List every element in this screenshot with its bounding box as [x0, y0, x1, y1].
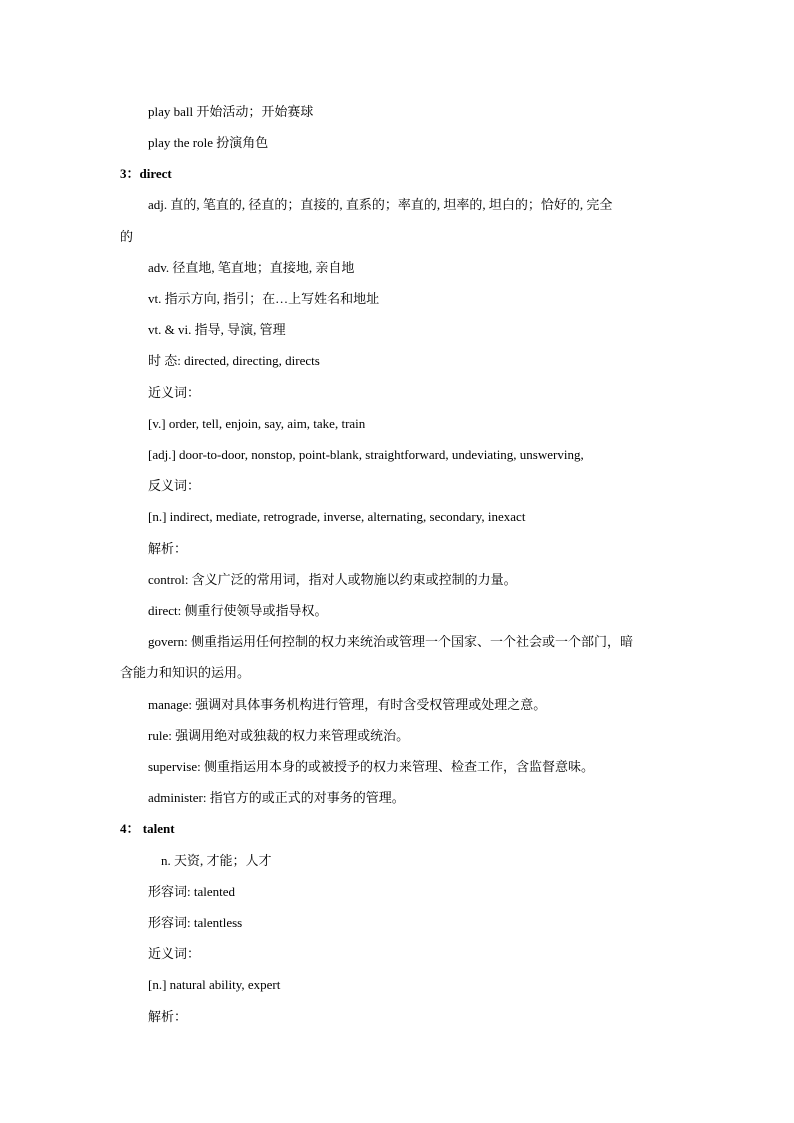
phrase-play-the-role: play the role 扮演角色 — [148, 135, 269, 150]
analysis-direct: direct: 侧重行使领导或指导权。 — [148, 603, 328, 618]
antonyms-noun: [n.] indirect, mediate, retrograde, inverse, alternating, secondary, inexact — [148, 509, 526, 524]
antonyms-heading: 反义词： — [148, 478, 201, 493]
definition-adj-continued: 的 — [120, 229, 134, 244]
analysis-manage: manage: 强调对具体事务机构进行管理，有时含受权管理或处理之意。 — [148, 697, 547, 712]
synonyms-adj: [adj.] door-to-door, nonstop, point-blank, straightforward, undeviating, unswerving, — [148, 447, 584, 462]
analysis-control: control: 含义广泛的常用词，指对人或物施以约束或控制的力量。 — [148, 572, 517, 587]
analysis-govern: govern: 侧重指运用任何控制的权力来统治或管理一个国家、一个社会或一个部门，暗 — [148, 634, 633, 649]
adjective-talented: 形容词: talented — [148, 884, 236, 899]
synonyms-noun-talent: [n.] natural ability, expert — [148, 977, 281, 992]
adjective-talentless: 形容词: talentless — [148, 915, 243, 930]
analysis-heading: 解析： — [148, 541, 188, 556]
tense-forms: 时 态: directed, directing, directs — [148, 353, 320, 368]
definition-adv: adv. 径直地, 笔直地；直接地, 亲自地 — [148, 260, 355, 275]
entry-heading-talent: 4： talent — [120, 821, 175, 836]
analysis-heading-talent: 解析： — [148, 1009, 188, 1024]
definition-noun: n. 天资, 才能；人才 — [161, 853, 272, 868]
definition-vt-vi: vt. & vi. 指导, 导演, 管理 — [148, 322, 286, 337]
analysis-govern-continued: 含能力和知识的运用。 — [120, 665, 251, 680]
analysis-administer: administer: 指官方的或正式的对事务的管理。 — [148, 790, 405, 805]
synonyms-verb: [v.] order, tell, enjoin, say, aim, take, train — [148, 416, 366, 431]
analysis-supervise: supervise: 侧重指运用本身的或被授予的权力来管理、检查工作，含监督意味。 — [148, 759, 594, 774]
synonyms-heading: 近义词： — [148, 385, 201, 400]
synonyms-heading-talent: 近义词： — [148, 946, 201, 961]
analysis-rule: rule: 强调用绝对或独裁的权力来管理或统治。 — [148, 728, 410, 743]
definition-vt: vt. 指示方向, 指引；在…上写姓名和地址 — [148, 291, 380, 306]
definition-adj: adj. 直的, 笔直的, 径直的；直接的, 直系的；率直的, 坦率的, 坦白的；恰好的, 完全 — [148, 197, 613, 212]
phrase-play-ball: play ball 开始活动；开始赛球 — [148, 104, 314, 119]
entry-heading-direct: 3：direct — [120, 166, 172, 181]
